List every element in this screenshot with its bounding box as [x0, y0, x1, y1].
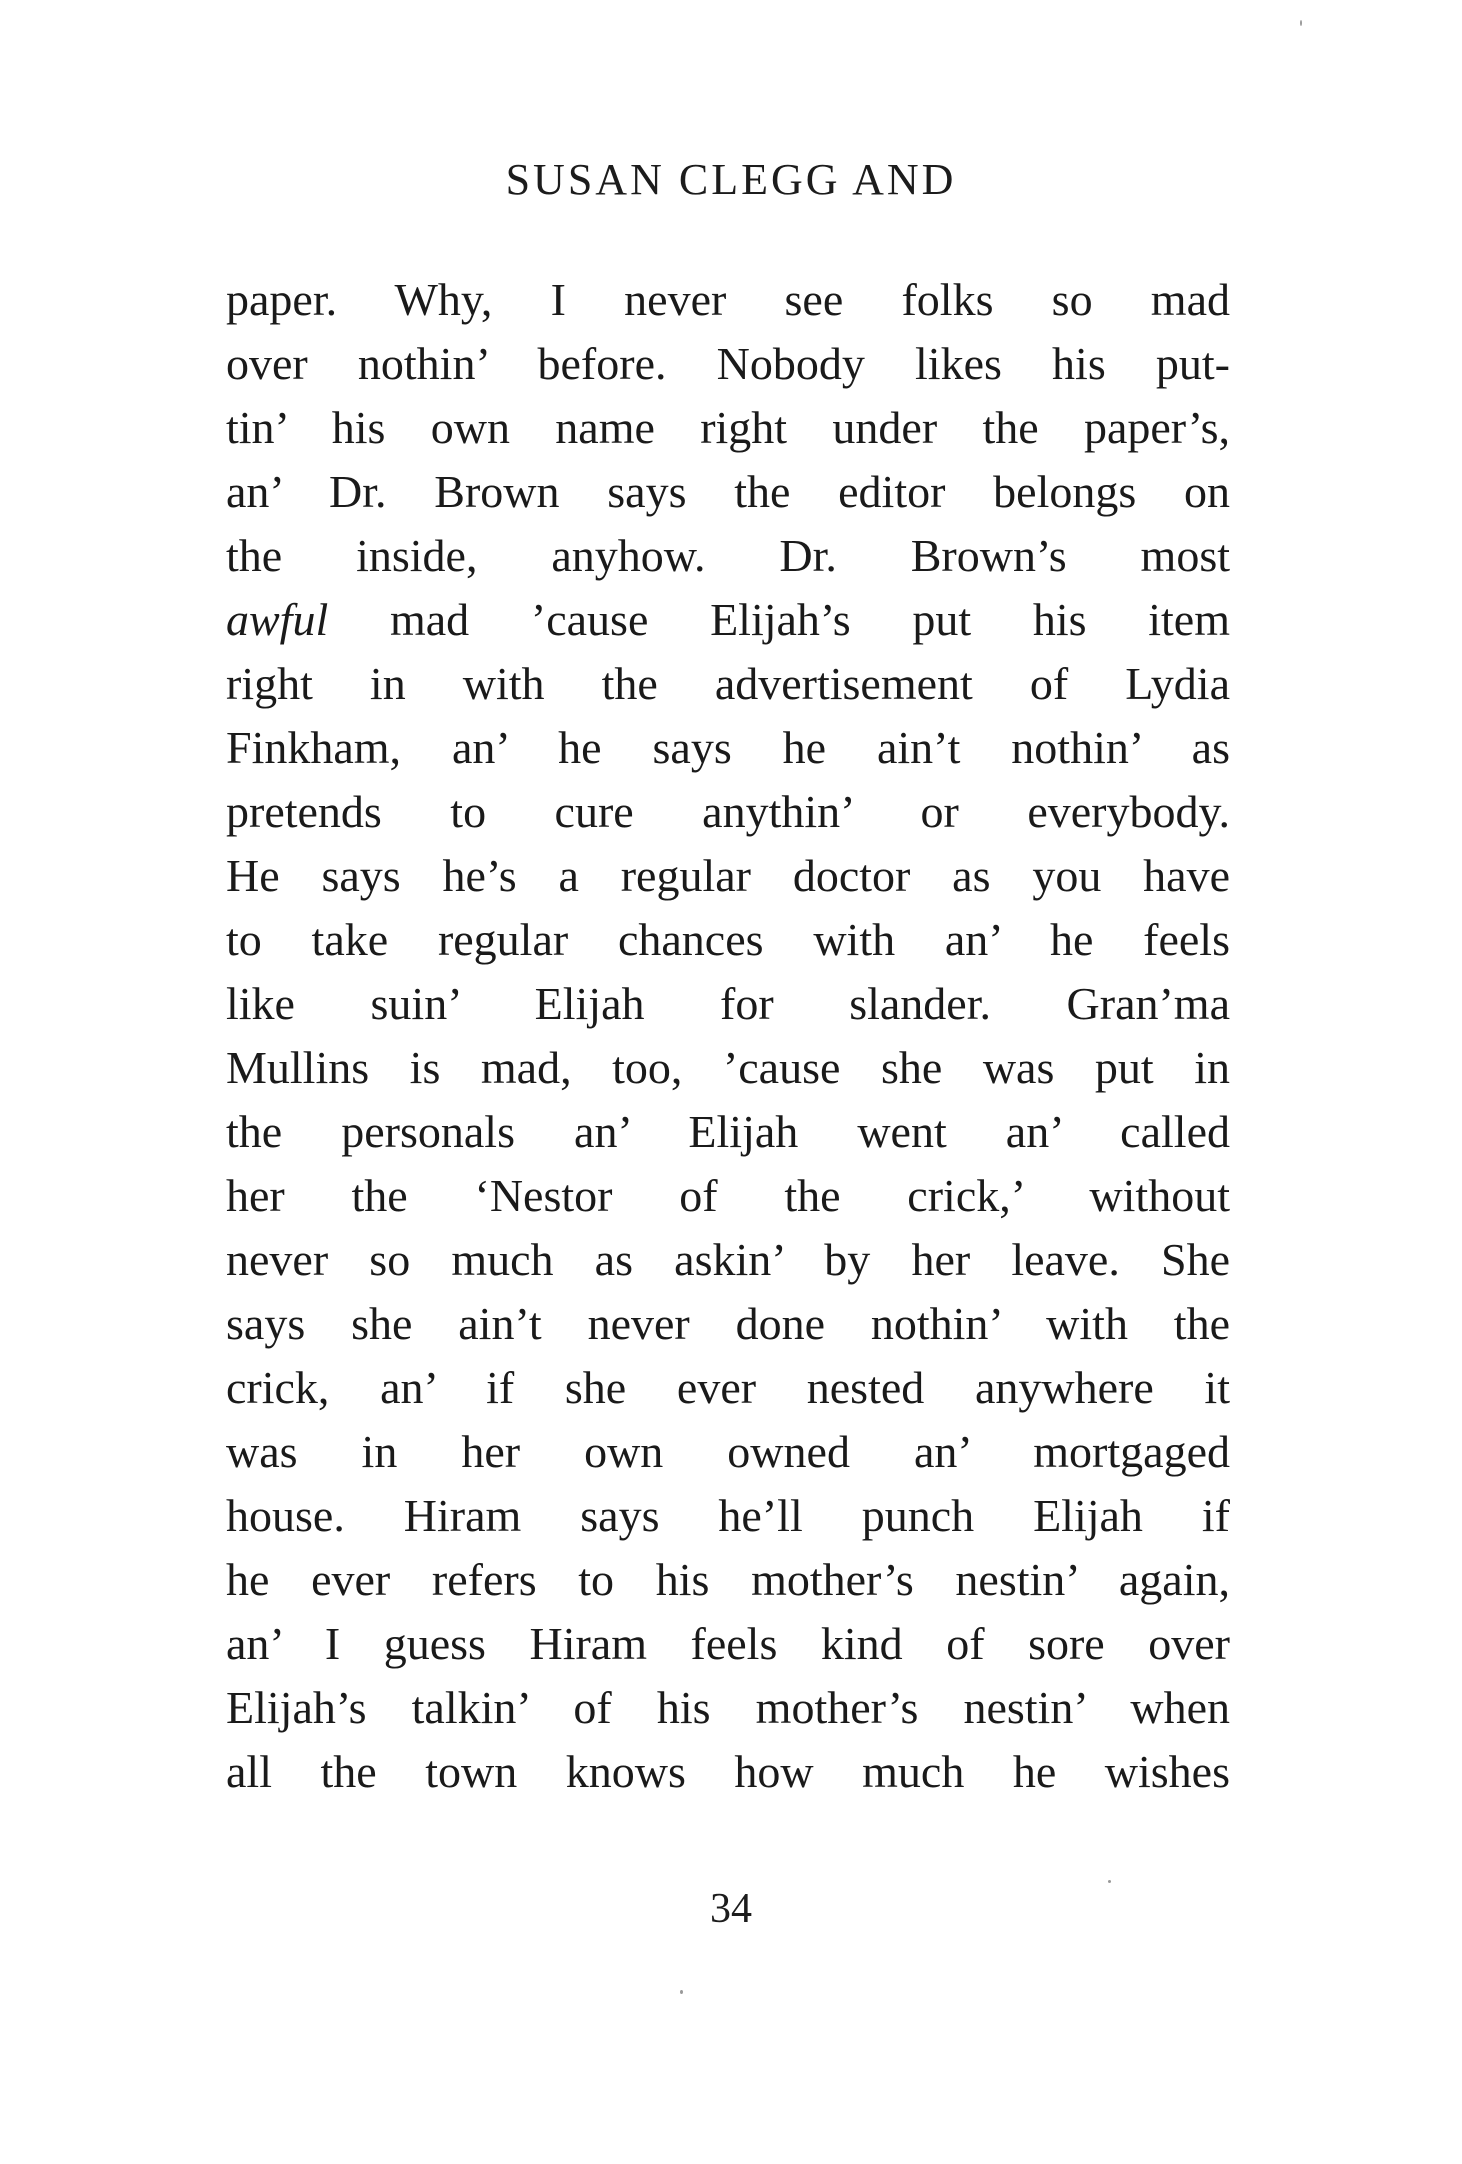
paper-speck — [1108, 1880, 1111, 1883]
text-line: an’ Dr. Brown says the editor belongs on — [226, 466, 1230, 517]
text-line: Mullins is mad, too, ’cause she was put in — [226, 1042, 1230, 1093]
text-line: house. Hiram says he’ll punch Elijah if — [226, 1490, 1230, 1541]
text-line: right in with the advertisement of Lydia — [226, 658, 1230, 709]
text-line: the inside, anyhow. Dr. Brown’s most — [226, 530, 1230, 581]
text-line: an’ I guess Hiram feels kind of sore over — [226, 1618, 1230, 1669]
text-line: over nothin’ before. Nobody likes his put- — [226, 338, 1230, 389]
page-number: 34 — [710, 1886, 752, 1932]
text-line-rest: mad ’cause Elijah’s put his item — [328, 594, 1230, 645]
text-line: He says he’s a regular doctor as you have — [226, 850, 1230, 901]
text-line: paper. Why, I never see folks so mad — [226, 274, 1230, 325]
text-line: crick, an’ if she ever nested anywhere it — [226, 1362, 1230, 1413]
text-line: the personals an’ Elijah went an’ called — [226, 1106, 1230, 1157]
text-line: all the town knows how much he wishes — [226, 1746, 1230, 1797]
text-line: tin’ his own name right under the paper’s, — [226, 402, 1230, 453]
text-line: Elijah’s talkin’ of his mother’s nestin’ when — [226, 1682, 1230, 1733]
text-line: never so much as askin’ by her leave. She — [226, 1234, 1230, 1285]
body-text — [226, 268, 1230, 1804]
text-line: he ever refers to his mother’s nestin’ again, — [226, 1554, 1230, 1605]
running-head: SUSAN CLEGG AND — [505, 155, 957, 204]
paper-speck — [680, 1990, 683, 1994]
text-line: Finkham, an’ he says he ain’t nothin’ as — [226, 722, 1230, 773]
italic-word: awful — [226, 594, 329, 645]
text-line: her the ‘Nestor of the crick,’ without — [226, 1170, 1230, 1221]
text-line: to take regular chances with an’ he feels — [226, 914, 1230, 965]
paper-speck — [1300, 20, 1302, 26]
text-line: was in her own owned an’ mortgaged — [226, 1426, 1230, 1477]
text-line: pretends to cure anythin’ or everybody. — [226, 786, 1230, 837]
text-line — [226, 588, 1230, 652]
text-line: says she ain’t never done nothin’ with the — [226, 1298, 1230, 1349]
text-line: like suin’ Elijah for slander. Gran’ma — [226, 978, 1230, 1029]
